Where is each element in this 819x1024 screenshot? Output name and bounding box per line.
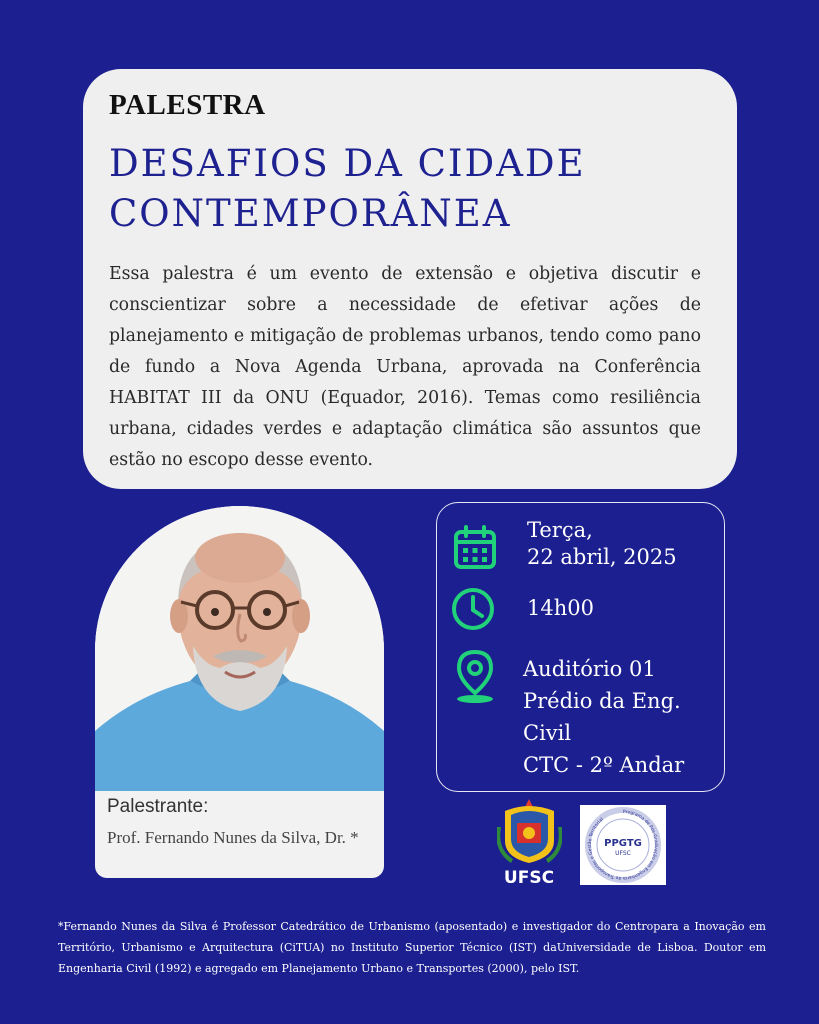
event-date-value: 22 abril, 2025	[527, 545, 677, 569]
event-date	[527, 517, 677, 571]
ppgtg-logo-subtext: UFSC	[615, 850, 631, 857]
ppgtg-logo-text: PPGTG	[604, 838, 642, 849]
event-title-line1: DESAFIOS DA CIDADE	[109, 142, 586, 185]
speaker-footnote: *Fernando Nunes da Silva é Professor Catedrático de Urbanismo (aposentado) e investigador do Centropara a Inovação em Território, Urbanismo e Arquitectura (CiTUA) no Instituto Superior Técnico (IST) daUniversidade de Lisboa. Doutor em Engenharia Civil (1992) e agregado em Planejamento Urbano e Transportes (2000), pelo IST.	[58, 920, 766, 975]
event-title-line2: CONTEMPORÂNEA	[109, 192, 512, 235]
event-weekday: Terça,	[527, 518, 593, 542]
event-location	[523, 653, 684, 781]
event-time: 14h00	[527, 596, 594, 620]
event-location-line3: Civil	[523, 721, 572, 745]
event-location-line4: CTC - 2º Andar	[523, 753, 685, 777]
speaker-name: Prof. Fernando Nunes da Silva, Dr. *	[107, 828, 359, 847]
speaker-card	[95, 506, 384, 878]
event-location-line1: Auditório 01	[523, 657, 656, 681]
ppgtg-ring-text: Programa de Pós-Graduação em Engenharia de Transportes e Gestão Territorial	[587, 809, 658, 881]
map-pin-icon	[453, 649, 497, 705]
event-header-card	[83, 69, 737, 489]
speaker-photo	[95, 506, 384, 791]
event-title	[109, 139, 586, 239]
clock-icon	[451, 586, 495, 632]
ufsc-logo	[497, 797, 562, 887]
speaker-label: Palestrante:	[107, 796, 209, 817]
ppgtg-logo	[580, 805, 666, 885]
event-details-box	[436, 502, 725, 792]
ufsc-logo-text: UFSC	[503, 868, 555, 887]
event-description: Essa palestra é um evento de extensão e objetiva discutir e conscientizar sobre a necessidade de efetivar ações de planejamento e mitigação de problemas urbanos, tendo como pano de fundo a Nova Agenda Urbana, aprovada na Conferência HABITAT III da ONU (Equador, 2016). Temas como resiliência urbana, cidades verdes e adaptação climática são assuntos que estão no escopo desse evento.	[109, 264, 701, 470]
event-kicker: PALESTRA	[109, 89, 266, 121]
calendar-icon	[453, 525, 497, 571]
event-location-line2: Prédio da Eng.	[523, 689, 681, 713]
